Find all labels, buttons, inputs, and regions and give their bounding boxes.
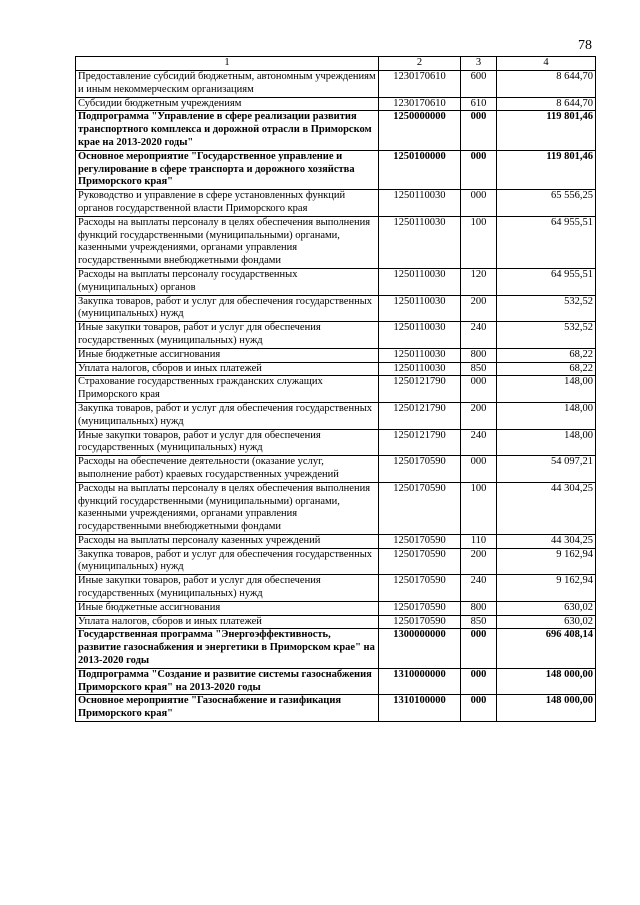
row-amount-cell: 148,00 [497,402,596,429]
table-row [76,216,596,268]
row-code-cell: 1250121790 [379,402,461,429]
table-row [76,402,596,429]
row-code-cell: 1300000000 [379,629,461,668]
row-type-cell: 000 [461,376,497,403]
row-name-cell: Государственная программа "Энергоэффективность, развитие газоснабжения и энергетики в Приморском крае" на 2013-2020 годы [76,629,379,668]
row-amount-cell: 9 162,94 [497,575,596,602]
row-name-cell: Подпрограмма "Управление в сфере реализации развития транспортного комплекса и дорожной отрасли в Приморском крае на 2013-2020 годы" [76,111,379,150]
row-name-cell: Субсидии бюджетным учреждениям [76,97,379,111]
row-type-cell: 120 [461,268,497,295]
row-name-cell: Закупка товаров, работ и услуг для обеспечения государственных (муниципальных) нужд [76,402,379,429]
table-row [76,97,596,111]
row-name-cell: Руководство и управление в сфере установленных функций органов государственной власти Приморского края [76,190,379,217]
row-type-cell: 100 [461,216,497,268]
row-type-cell: 850 [461,362,497,376]
row-type-cell: 100 [461,482,497,534]
row-code-cell: 1230170610 [379,71,461,98]
row-name-cell: Предоставление субсидий бюджетным, автономным учреждениям и иным некоммерческим организациям [76,71,379,98]
table-row [76,111,596,150]
table-row [76,150,596,189]
row-code-cell: 1250170590 [379,548,461,575]
row-amount-cell: 44 304,25 [497,482,596,534]
row-code-cell: 1310000000 [379,668,461,695]
row-code-cell: 1310100000 [379,695,461,722]
table-row [76,376,596,403]
row-amount-cell: 54 097,21 [497,456,596,483]
table-row [76,71,596,98]
header-col-1: 1 [76,57,379,71]
row-code-cell: 1250170590 [379,601,461,615]
row-code-cell: 1250121790 [379,429,461,456]
row-name-cell: Расходы на выплаты персоналу в целях обеспечения выполнения функций государственными (муниципальными) органами, казенными учреждениями, органами управления государственными внебюджетными фондами [76,482,379,534]
page-number: 78 [578,38,592,53]
row-type-cell: 240 [461,322,497,349]
row-name-cell: Подпрограмма "Создание и развитие системы газоснабжения Приморского края" на 2013-2020 годы [76,668,379,695]
table-row [76,534,596,548]
row-name-cell: Расходы на обеспечение деятельности (оказание услуг, выполнение работ) краевых государственных учреждений [76,456,379,483]
row-amount-cell: 532,52 [497,322,596,349]
row-name-cell: Основное мероприятие "Государственное управление и регулирование в сфере транспорта и дорожного хозяйства Приморского края" [76,150,379,189]
row-amount-cell: 532,52 [497,295,596,322]
table-row [76,362,596,376]
row-type-cell: 240 [461,429,497,456]
row-amount-cell: 64 955,51 [497,216,596,268]
table-row [76,695,596,722]
row-code-cell: 1250110030 [379,268,461,295]
row-code-cell: 1250110030 [379,295,461,322]
row-type-cell: 000 [461,456,497,483]
row-amount-cell: 68,22 [497,362,596,376]
row-name-cell: Расходы на выплаты персоналу в целях обеспечения выполнения функций государственными (муниципальными) органами, казенными учреждениями, органами управления государственными внебюджетными фондами [76,216,379,268]
row-amount-cell: 8 644,70 [497,97,596,111]
row-type-cell: 000 [461,111,497,150]
table-row [76,548,596,575]
row-code-cell: 1250100000 [379,150,461,189]
row-amount-cell: 696 408,14 [497,629,596,668]
row-name-cell: Иные закупки товаров, работ и услуг для обеспечения государственных (муниципальных) нужд [76,322,379,349]
table-row [76,575,596,602]
row-name-cell: Иные бюджетные ассигнования [76,601,379,615]
header-col-4: 4 [497,57,596,71]
row-code-cell: 1250110030 [379,190,461,217]
table-row [76,482,596,534]
row-amount-cell: 9 162,94 [497,548,596,575]
row-type-cell: 800 [461,348,497,362]
table-row [76,615,596,629]
row-amount-cell: 148 000,00 [497,695,596,722]
row-code-cell: 1250110030 [379,322,461,349]
row-name-cell: Закупка товаров, работ и услуг для обеспечения государственных (муниципальных) нужд [76,548,379,575]
row-type-cell: 200 [461,402,497,429]
row-amount-cell: 630,02 [497,601,596,615]
table-row [76,295,596,322]
row-code-cell: 1250110030 [379,348,461,362]
row-type-cell: 240 [461,575,497,602]
header-row [76,57,596,71]
row-type-cell: 000 [461,629,497,668]
row-code-cell: 1250170590 [379,482,461,534]
row-name-cell: Иные бюджетные ассигнования [76,348,379,362]
row-amount-cell: 119 801,46 [497,111,596,150]
row-amount-cell: 64 955,51 [497,268,596,295]
table-row [76,429,596,456]
row-code-cell: 1250170590 [379,534,461,548]
row-code-cell: 1250121790 [379,376,461,403]
row-name-cell: Закупка товаров, работ и услуг для обеспечения государственных (муниципальных) нужд [76,295,379,322]
row-name-cell: Страхование государственных гражданских служащих Приморского края [76,376,379,403]
row-name-cell: Иные закупки товаров, работ и услуг для обеспечения государственных (муниципальных) нужд [76,575,379,602]
table-row [76,190,596,217]
row-code-cell: 1230170610 [379,97,461,111]
row-amount-cell: 119 801,46 [497,150,596,189]
row-type-cell: 110 [461,534,497,548]
row-type-cell: 850 [461,615,497,629]
row-type-cell: 000 [461,190,497,217]
table-row [76,322,596,349]
row-amount-cell: 630,02 [497,615,596,629]
row-type-cell: 000 [461,150,497,189]
row-amount-cell: 8 644,70 [497,71,596,98]
row-amount-cell: 65 556,25 [497,190,596,217]
row-name-cell: Расходы на выплаты персоналу государственных (муниципальных) органов [76,268,379,295]
row-name-cell: Уплата налогов, сборов и иных платежей [76,362,379,376]
table-row [76,268,596,295]
table-row [76,348,596,362]
header-col-3: 3 [461,57,497,71]
header-col-2: 2 [379,57,461,71]
row-name-cell: Иные закупки товаров, работ и услуг для обеспечения государственных (муниципальных) нужд [76,429,379,456]
table-row [76,456,596,483]
row-name-cell: Основное мероприятие "Газоснабжение и газификация Приморского края" [76,695,379,722]
table-row [76,601,596,615]
row-amount-cell: 148,00 [497,429,596,456]
row-code-cell: 1250170590 [379,456,461,483]
row-type-cell: 200 [461,548,497,575]
row-amount-cell: 68,22 [497,348,596,362]
row-code-cell: 1250170590 [379,575,461,602]
row-code-cell: 1250110030 [379,362,461,376]
table-row [76,629,596,668]
row-amount-cell: 44 304,25 [497,534,596,548]
table-row [76,668,596,695]
row-amount-cell: 148 000,00 [497,668,596,695]
row-type-cell: 200 [461,295,497,322]
row-type-cell: 000 [461,695,497,722]
row-type-cell: 610 [461,97,497,111]
row-code-cell: 1250110030 [379,216,461,268]
row-amount-cell: 148,00 [497,376,596,403]
row-name-cell: Расходы на выплаты персоналу казенных учреждений [76,534,379,548]
budget-table [75,56,596,722]
row-type-cell: 600 [461,71,497,98]
row-code-cell: 1250000000 [379,111,461,150]
row-name-cell: Уплата налогов, сборов и иных платежей [76,615,379,629]
row-type-cell: 800 [461,601,497,615]
row-type-cell: 000 [461,668,497,695]
row-code-cell: 1250170590 [379,615,461,629]
